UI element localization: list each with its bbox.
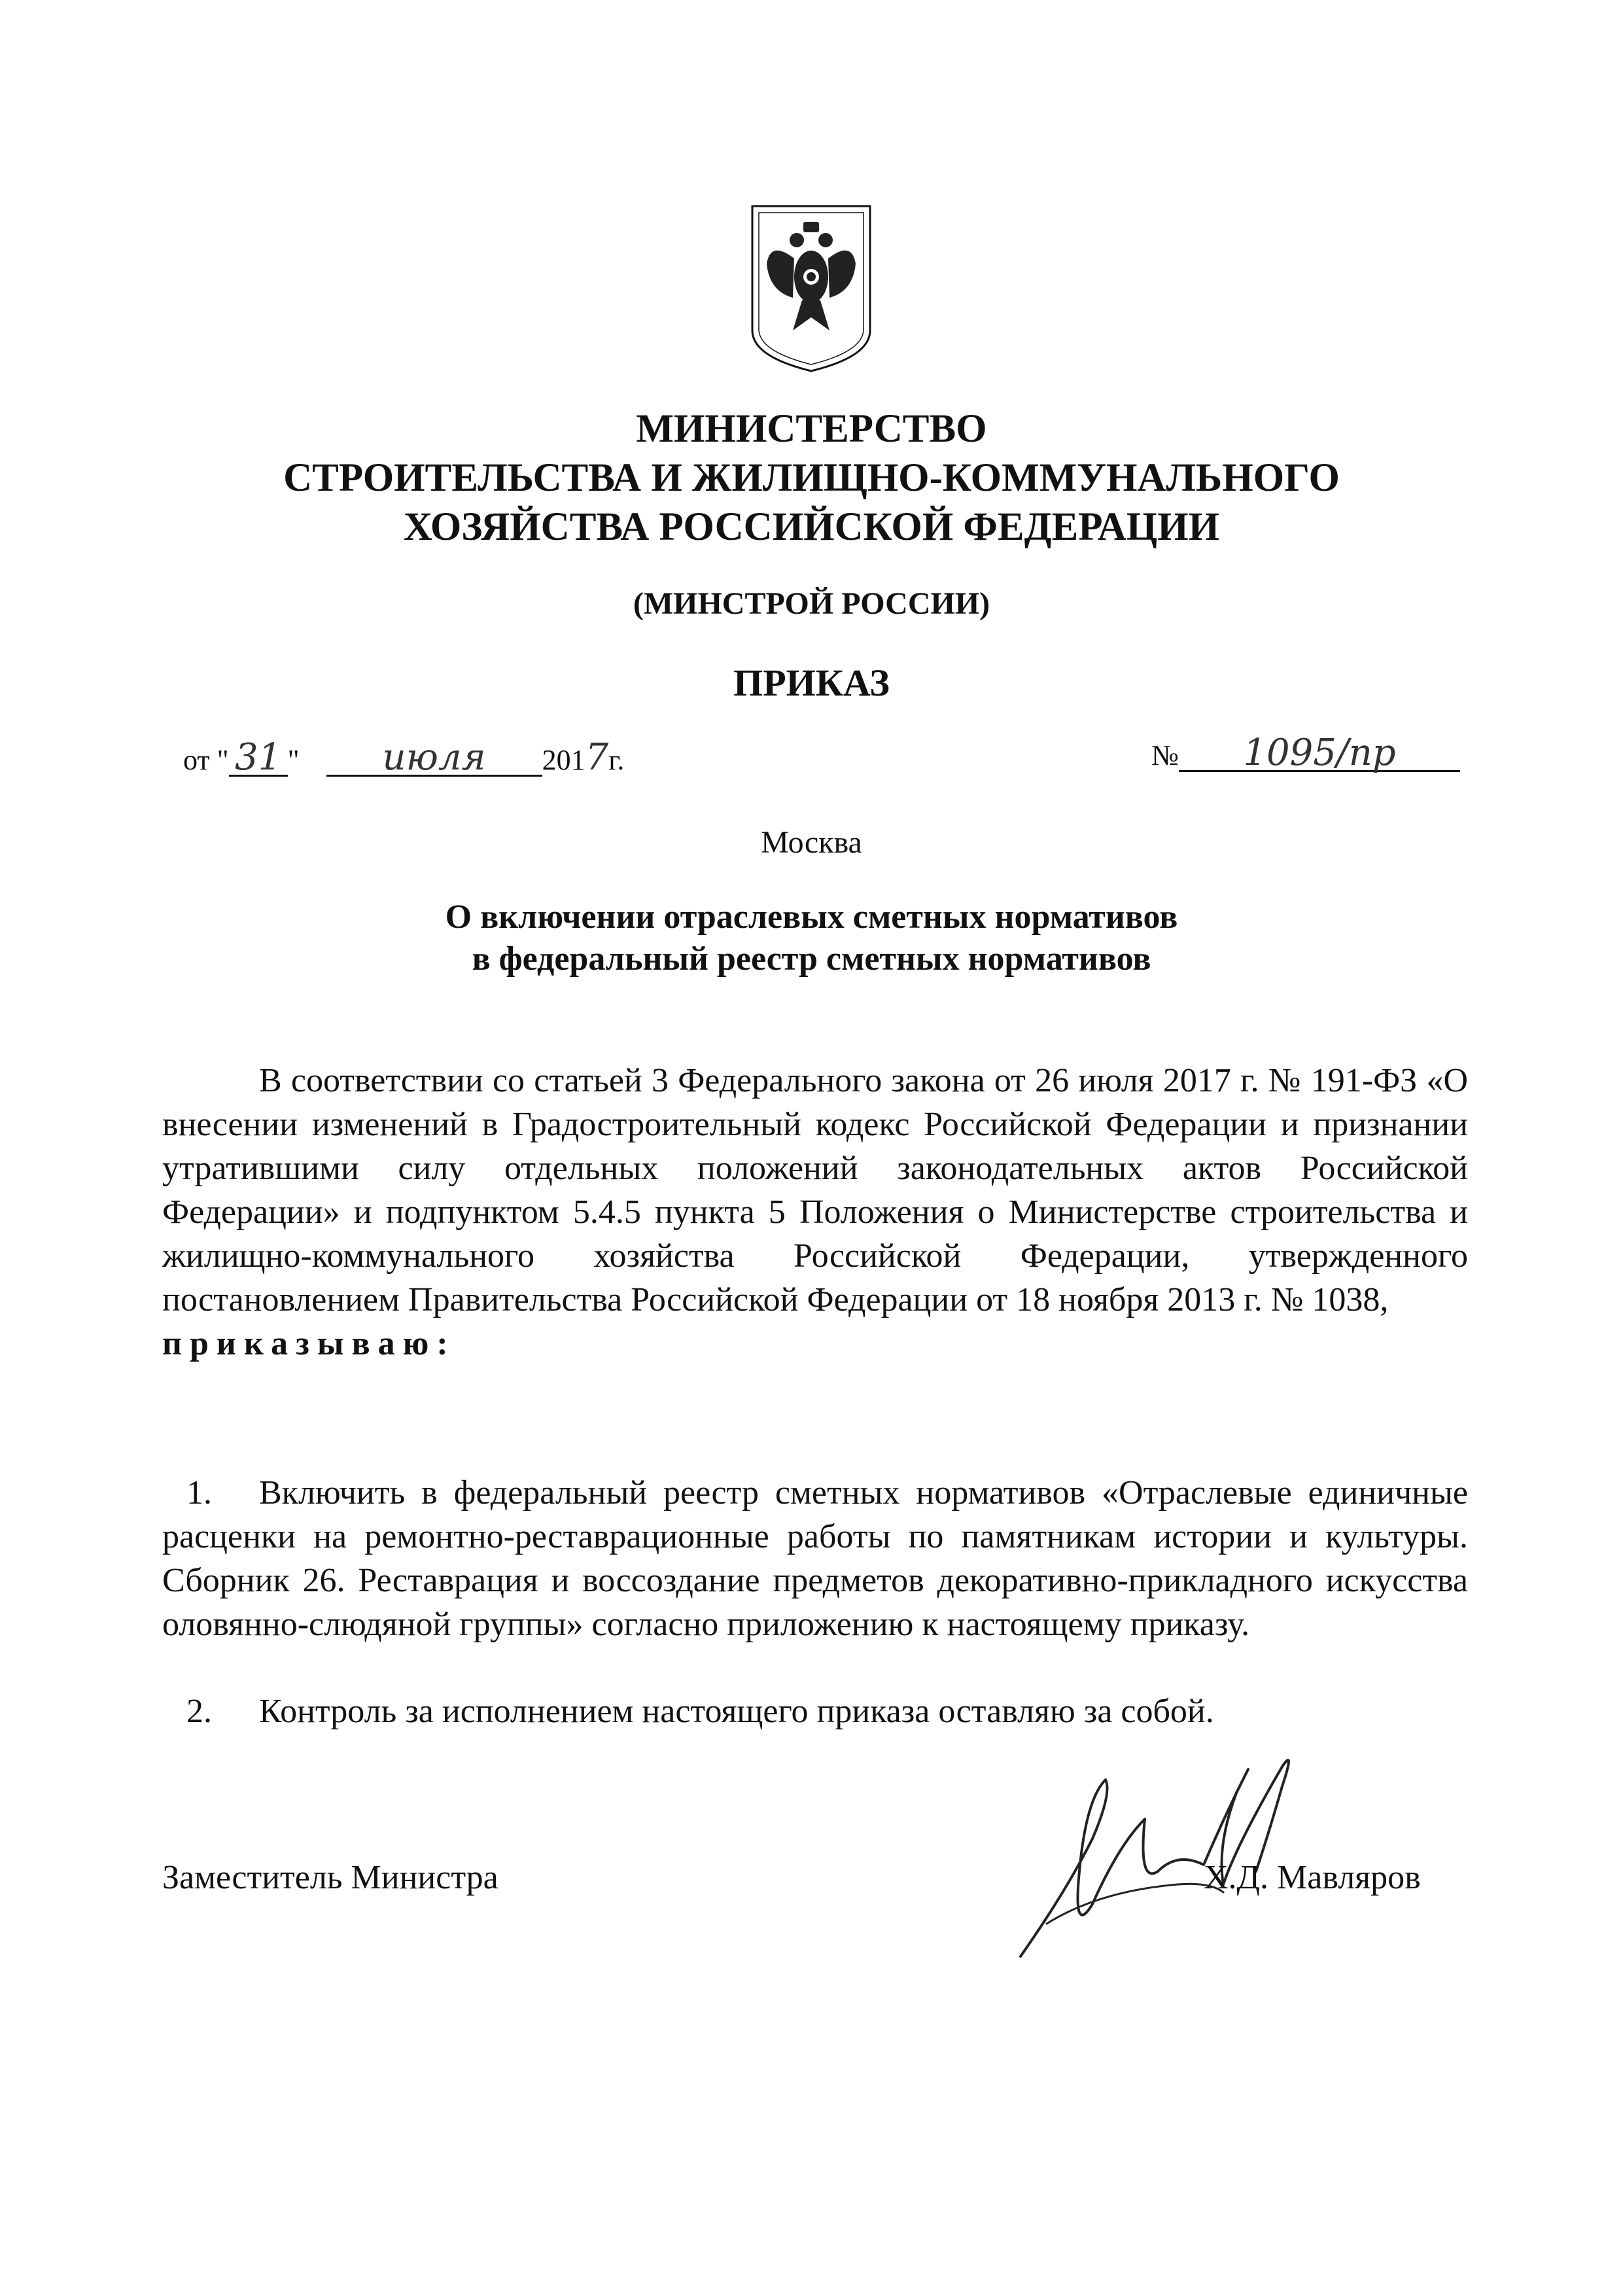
- date-month: июля: [326, 741, 542, 777]
- number-label: №: [1151, 739, 1179, 771]
- ministry-line-2: СТРОИТЕЛЬСТВА И ЖИЛИЩНО-КОММУНАЛЬНОГО: [283, 456, 1340, 500]
- ministry-line-3: ХОЗЯЙСТВА РОССИЙСКОЙ ФЕДЕРАЦИИ: [403, 505, 1220, 549]
- order-item: [162, 1471, 1468, 1646]
- item-number: 2.: [186, 1693, 212, 1730]
- signer-name: Х.Д. Мавляров: [1204, 1859, 1421, 1896]
- item-number: 1.: [186, 1474, 212, 1511]
- coat-of-arms-icon: [746, 200, 877, 376]
- date-year-prefix: 201: [542, 744, 585, 776]
- document-type: ПРИКАЗ: [733, 662, 890, 704]
- order-number-line: [1151, 732, 1478, 774]
- ministry-short-name: (МИНСТРОЙ РОССИИ): [633, 586, 990, 621]
- handwritten-signature-icon: [1007, 1740, 1348, 1963]
- city: Москва: [761, 825, 862, 860]
- date-line: от " 31 " июля 2017г.: [183, 736, 625, 779]
- preamble-text: В соответствии со статьей 3 Федерального закона от 26 июля 2017 г. № 191-ФЗ «О внесении изменений в Градостроительный кодекс Российской Федерации и признании утратившими силу отдельных положений законодательных актов Российской Федерации» и подпунктом 5.4.5 пункта 5 Положения о Министерстве строительства и жилищно-коммунального хозяйства Российской Федерации, утвержденного постановлением Правительства Российской Федерации от 18 ноября 2013 г. № 1038,: [162, 1062, 1468, 1318]
- ministry-line-1: МИНИСТЕРСТВО: [636, 407, 987, 451]
- title-line-2: в федеральный реестр сметных нормативов: [472, 940, 1151, 978]
- date-day: 31: [229, 741, 288, 777]
- date-prefix: от: [183, 744, 210, 776]
- order-item: [162, 1689, 1468, 1733]
- order-number: 1095/пр: [1179, 736, 1460, 772]
- date-year-handwritten: 7: [585, 736, 609, 779]
- order-word: приказываю:: [162, 1325, 456, 1362]
- item-text: Контроль за исполнением настоящего приказа оставляю за собой.: [259, 1693, 1214, 1730]
- preamble-paragraph: [162, 1059, 1468, 1366]
- ministry-name: [0, 404, 1623, 552]
- document-title: [0, 896, 1623, 980]
- item-text: Включить в федеральный реестр сметных нормативов «Отраслевые единичные расценки на ремонтно-реставрационные работы по памятникам истории и культуры. Сборник 26. Реставрация и воссоздание предметов декоративно-прикладного искусства оловянно-слюдяной группы» согласно приложению к настоящему приказу.: [162, 1474, 1468, 1643]
- signer-title: Заместитель Министра: [162, 1859, 498, 1896]
- title-line-1: О включении отраслевых сметных нормативов: [445, 898, 1178, 936]
- date-year-suffix: г.: [608, 744, 625, 776]
